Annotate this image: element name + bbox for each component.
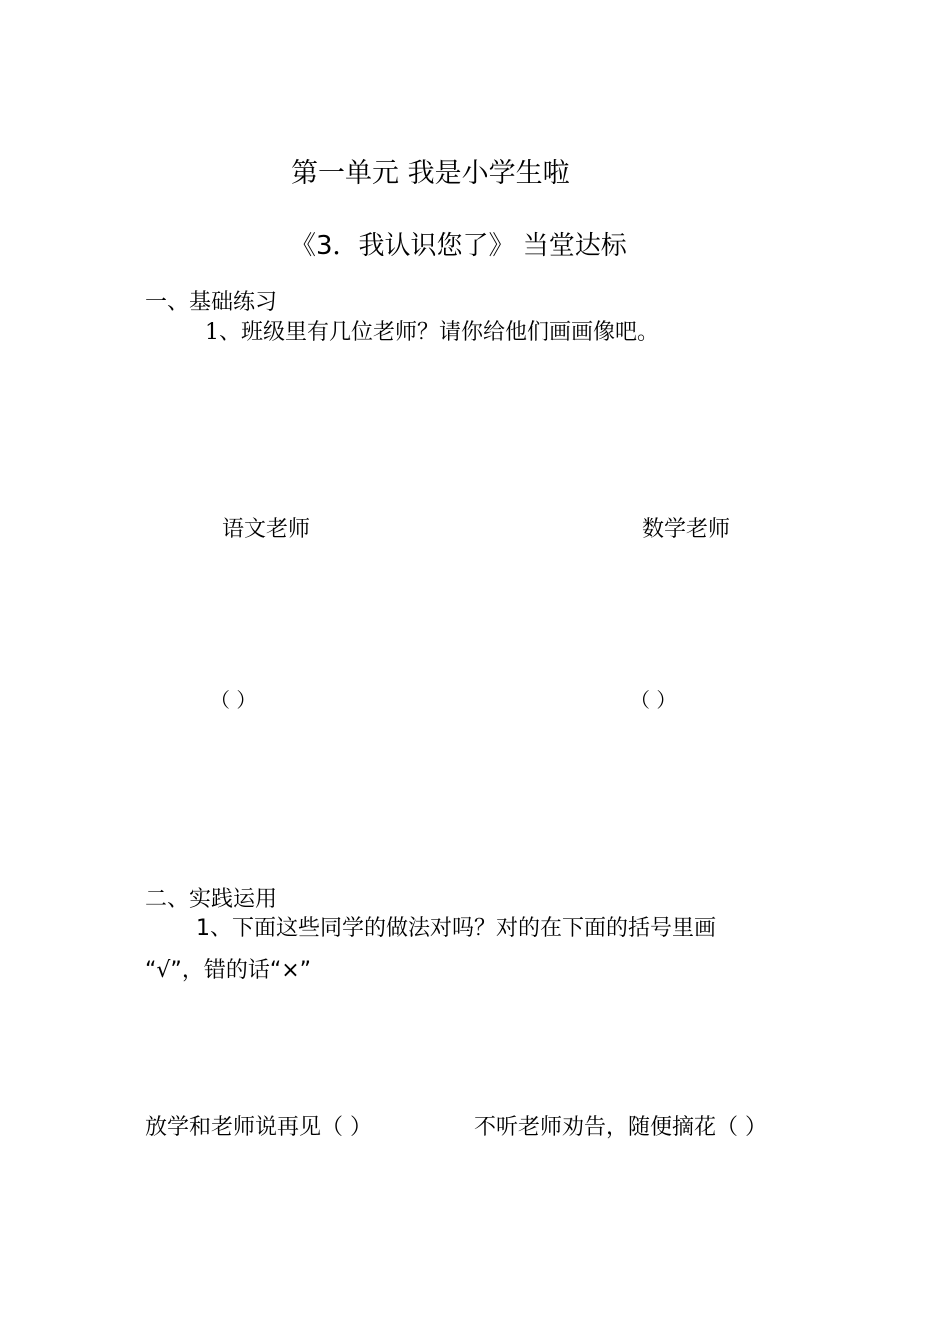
question-2-text-line-1: 1、下面这些同学的做法对吗？对的在下面的括号里画 <box>196 916 716 941</box>
answer-blank-math-teacher: （ ） <box>630 688 677 712</box>
judgment-item-say-goodbye: 放学和老师说再见（ ） <box>145 1115 372 1140</box>
section-heading-basic-practice: 一、基础练习 <box>145 290 278 315</box>
label-math-teacher: 数学老师 <box>642 517 731 542</box>
unit-title: 第一单元 我是小学生啦 <box>291 158 570 189</box>
lesson-title: 《3．我认识您了》 当堂达标 <box>290 231 627 261</box>
question-1-text: 1、班级里有几位老师？请你给他们画画像吧。 <box>205 320 659 345</box>
judgment-item-picking-flowers: 不听老师劝告，随便摘花（ ） <box>474 1115 767 1140</box>
section-heading-practice-application: 二、实践运用 <box>145 887 278 912</box>
label-chinese-teacher: 语文老师 <box>222 517 311 542</box>
answer-blank-chinese-teacher: （ ） <box>210 688 257 712</box>
question-2-text-line-2: “√”，错的话“×” <box>145 958 312 983</box>
